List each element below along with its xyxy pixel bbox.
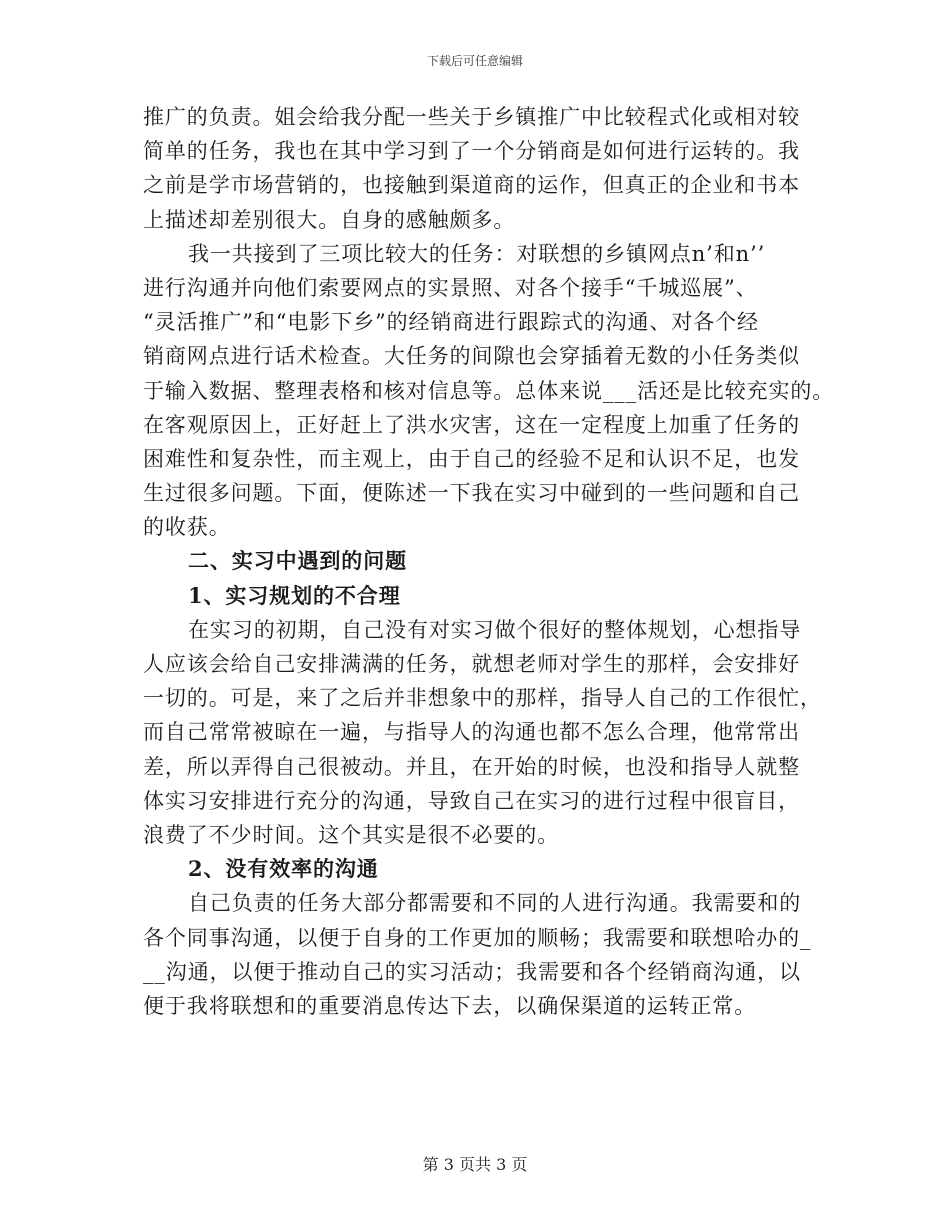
section-heading: 二、实习中遇到的问题 (188, 548, 407, 574)
text-line: 差，所以弄得自己很被动。并且，在开始的时候，也没和指导人就整 (143, 754, 800, 779)
text-line: 体实习安排进行充分的沟通，导致自己在实习的进行过程中很盲目， (143, 788, 800, 813)
text-line: 人应该会给自己安排满满的任务，就想老师对学生的那样，会安排好 (143, 652, 800, 676)
text-line: 生过很多问题。下面，便陈述一下我在实习中碰到的一些问题和自己 (143, 481, 800, 506)
text-line: 在客观原因上，正好赶上了洪水灾害，这在一定程度上加重了任务的 (143, 412, 800, 437)
text-line: 浪费了不少时间。这个其实是很不必要的。 (143, 822, 560, 847)
page-header: 下载后可任意编辑 (426, 54, 523, 68)
text-line: __沟通，以便于推动自己的实习活动；我需要和各个经销商沟通，以 (143, 959, 801, 984)
text-line: 之前是学市场营销的，也接触到渠道商的运作，但真正的企业和书本 (143, 173, 800, 198)
text-line: 在实习的初期，自己没有对实习做个很好的整体规划，心想指导 (188, 617, 802, 642)
text-line: 销商网点进行话术检查。大任务的间隙也会穿插着无数的小任务类似 (143, 344, 800, 369)
text-line: 自己负责的任务大部分都需要和不同的人进行沟通。我需要和的 (188, 891, 802, 916)
section-heading: 1、实习规划的不合理 (188, 582, 401, 608)
text-line: 推广的负责。姐会给我分配一些关于乡镇推广中比较程式化或相对较 (143, 105, 800, 129)
text-line: 而自己常常被晾在一遍，与指导人的沟通也都不怎么合理，他常常出 (143, 720, 800, 745)
page-footer: 第 3 页共 3 页 (422, 1155, 528, 1174)
text-line: 我一共接到了三项比较大的任务：对联想的乡镇网点n’和n’’ (188, 241, 766, 266)
text-line: 上描述却差别很大。自身的感触颇多。 (143, 207, 516, 232)
text-line: 进行沟通并向他们索要网点的实景照、对各个接手“千城巡展”、 (143, 275, 758, 300)
section-heading: 2、没有效率的沟通 (188, 856, 379, 882)
text-line: 便于我将联想和的重要消息传达下去，以确保渠道的运转正常。 (143, 993, 757, 1018)
text-line: 一切的。可是，来了之后并非想象中的那样，指导人自己的工作很忙， (143, 686, 822, 711)
text-line: 简单的任务，我也在其中学习到了一个分销商是如何进行运转的。我 (143, 139, 800, 164)
text-line: 的收获。 (143, 515, 231, 540)
document-body (143, 100, 835, 1023)
text-line: 各个同事沟通，以便于自身的工作更加的顺畅；我需要和联想哈办的_ (143, 925, 812, 950)
text-line: “灵活推广”和“电影下乡”的经销商进行跟踪式的沟通、对各个经 (143, 310, 759, 335)
text-line: 于输入数据、整理表格和核对信息等。总体来说___活还是比较充实的。 (143, 378, 835, 403)
text-line: 困难性和复杂性，而主观上，由于自己的经验不足和认识不足，也发 (143, 446, 800, 471)
